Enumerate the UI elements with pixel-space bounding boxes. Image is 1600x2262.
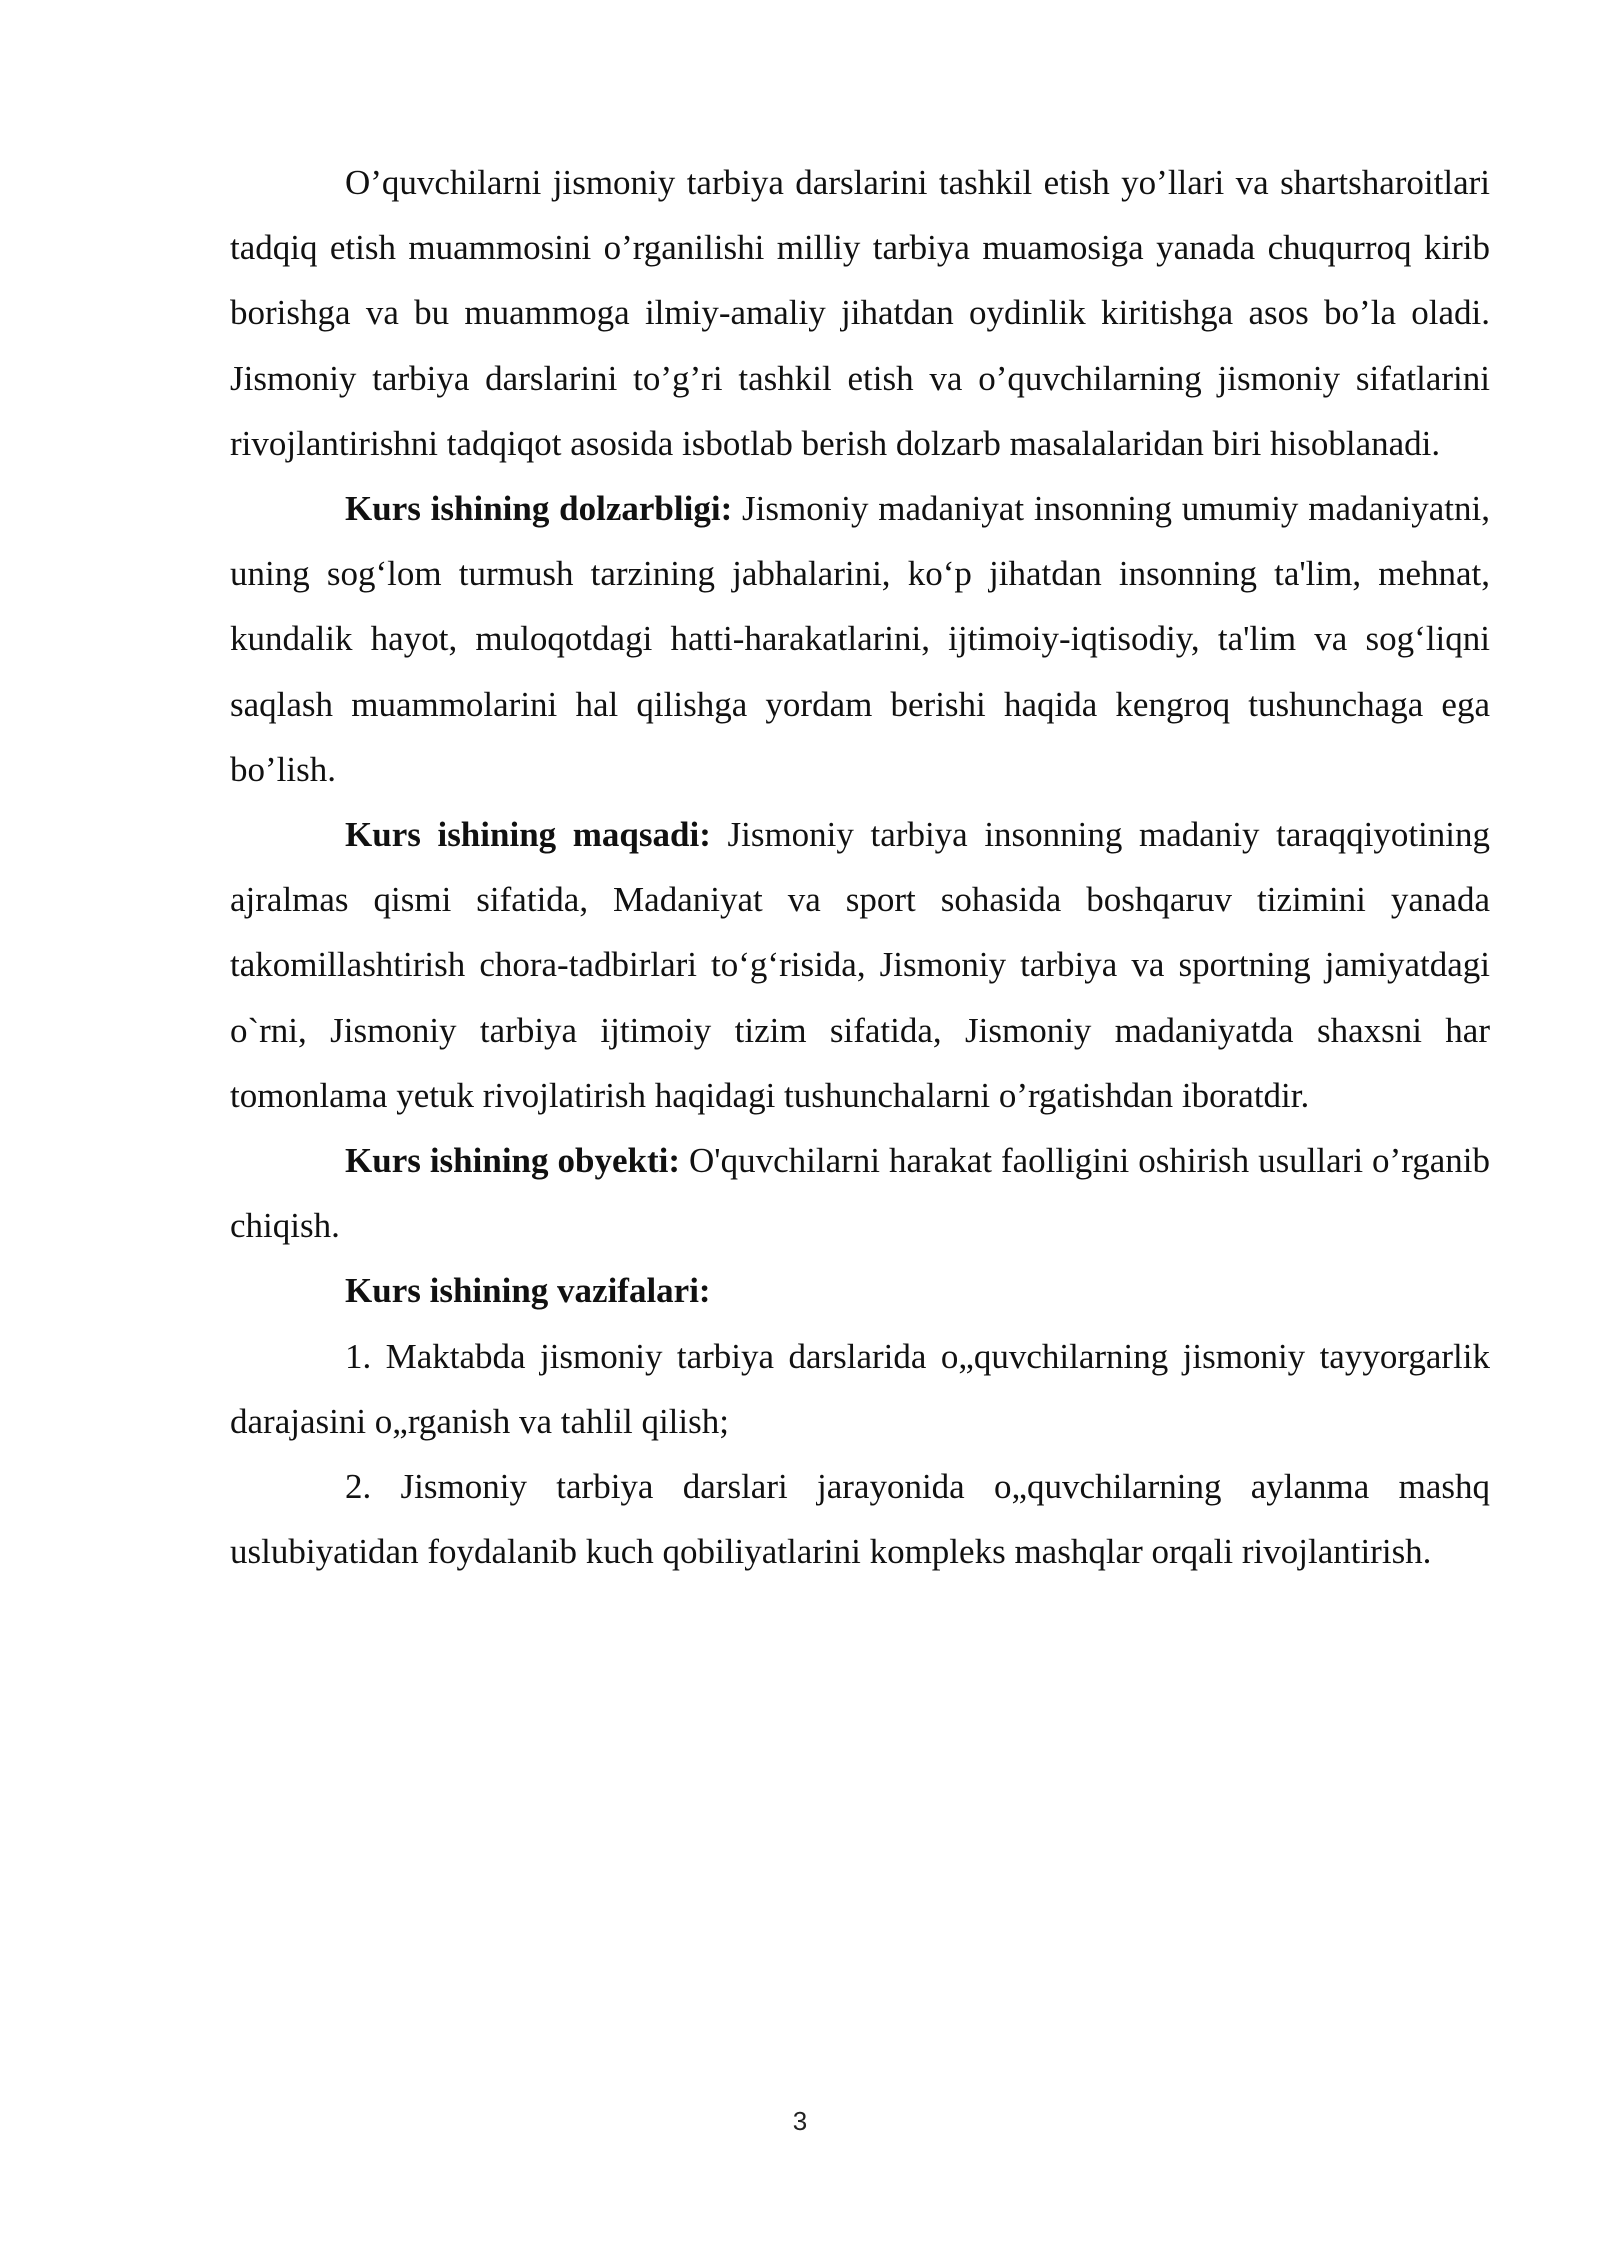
paragraph-obyekti [230,1128,1490,1258]
page-number: 3 [792,2106,808,2136]
list-item-1-text: 1. Maktabda jismoniy tarbiya darslarida o„quvchilarning jismoniy tayyorgarlik darajasini o„rganish va tahlil qilish; [230,1336,1490,1441]
paragraph-obyekti-heading: Kurs ishining obyekti: [345,1141,681,1181]
list-item-2 [230,1454,1490,1584]
paragraph-maqsadi-heading: Kurs ishining maqsadi: [345,815,711,855]
paragraph-intro-text: O’quvchilarni jismoniy tarbiya darslarini tashkil etish yo’llari va shartsharoitlari tadqiq etish muammosini o’rganilishi milliy tarbiya muamosiga yanada chuqurroq kirib borishga va bu muammoga ilmiy-amaliy jihatdan oydinlik kiritishga asos bo’la oladi. Jismoniy tarbiya darslarini to’g’ri tashkil etish va o’quvchilarning jismoniy sifatlarini rivojlantirishni tadqiqot asosida isbotlab berish dolzarb masalalaridan biri hisoblanadi. [230,163,1490,463]
paragraph-obyekti-text: O'quvchilarni harakat faolligini oshirish usullari o’rganib chiqish. [230,1141,1490,1246]
list-item-2-text: 2. Jismoniy tarbiya darslari jarayonida o„quvchilarning aylanma mashq uslubiyatidan foydalanib kuch qobiliyatlarini kompleks mashqlar orqali rivojlantirish. [230,1467,1490,1572]
list-item-1 [230,1324,1490,1454]
paragraph-vazifalari-heading: Kurs ishining vazifalari: [345,1271,711,1311]
paragraph-maqsadi [230,802,1490,1128]
paragraph-maqsadi-text: Jismoniy tarbiya insonning madaniy taraqqiyotining ajralmas qismi sifatida, Madaniyat va sport sohasida boshqaruv tizimini yanada takomillashtirish chora-tadbirlari to‘g‘risida, Jismoniy tarbiya va sportning jamiyatdagi o`rni, Jismoniy tarbiya ijtimoiy tizim sifatida, Jismoniy madaniyatda shaxsni har tomonlama yetuk rivojlatirish haqidagi tushunchalarni o’rgatishdan iboratdir. [230,815,1490,1115]
paragraph-dolzarbligi-heading: Kurs ishining dolzarbligi: [345,489,733,529]
document-page [230,150,1490,1584]
paragraph-dolzarbligi [230,476,1490,802]
paragraph-intro [230,150,1490,476]
paragraph-vazifalari [230,1258,1490,1323]
paragraph-dolzarbligi-text: Jismoniy madaniyat insonning umumiy madaniyatni, uning sog‘lom turmush tarzining jabhalarini, ko‘p jihatdan insonning ta'lim, mehnat, kundalik hayot, muloqotdagi hatti-harakatlarini, ijtimoiy-iqtisodiy, ta'lim va sog‘liqni saqlash muammolarini hal qilishga yordam berishi haqida kengroq tushunchaga ega bo’lish. [230,489,1491,789]
